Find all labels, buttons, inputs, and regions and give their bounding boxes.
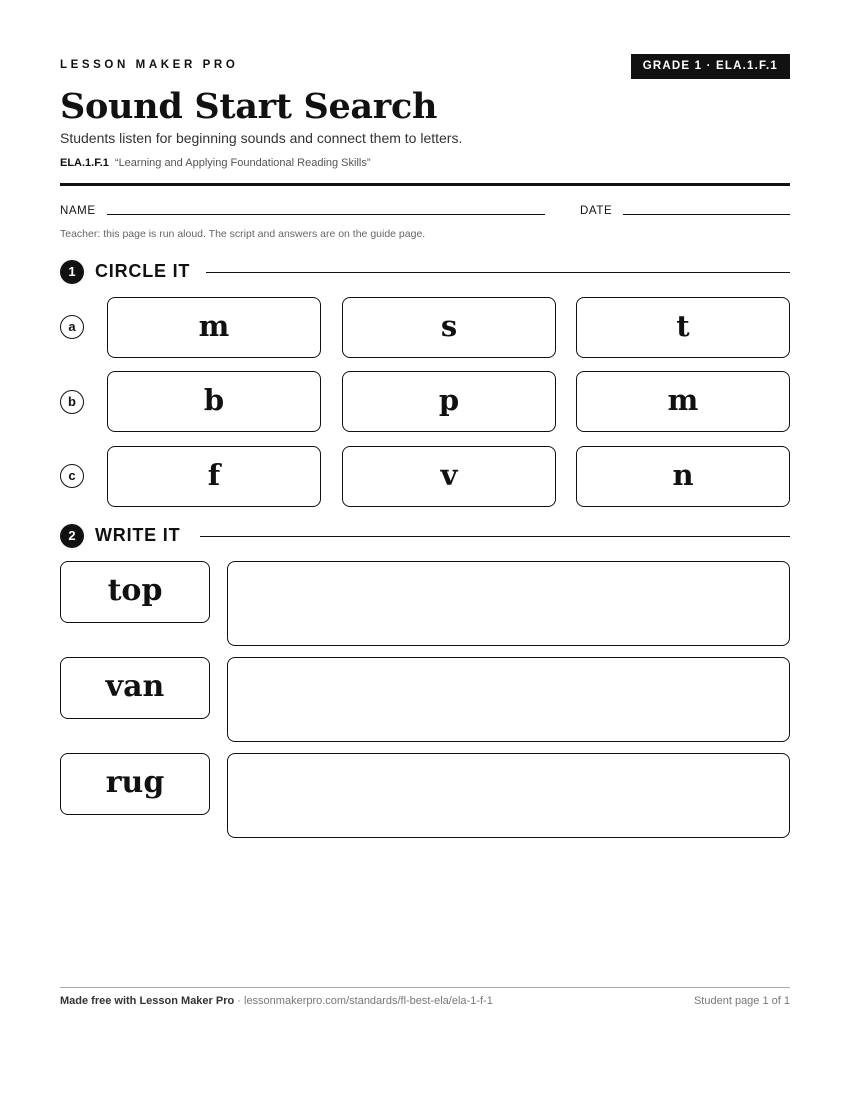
date-label: DATE xyxy=(580,205,613,217)
standard-text: “Learning and Applying Foundational Reading Skills” xyxy=(114,157,371,169)
footer-divider xyxy=(60,987,790,988)
write-answer-box[interactable] xyxy=(227,753,790,838)
footer-url[interactable]: · lessonmakerpro.com/standards/fl-best-ela/ela-1-f-1 xyxy=(234,995,493,1007)
letter-choice[interactable]: s xyxy=(342,297,556,358)
letter-choice[interactable]: b xyxy=(107,371,321,432)
word-card: rug xyxy=(60,753,210,815)
letter-choice[interactable]: n xyxy=(576,446,790,507)
section-rule xyxy=(200,536,790,537)
brand-name: LESSON MAKER PRO xyxy=(60,59,239,71)
section-number: 2 xyxy=(60,524,84,548)
row-label-c: c xyxy=(60,464,84,488)
letter-choice[interactable]: m xyxy=(576,371,790,432)
date-write-line[interactable] xyxy=(623,214,790,215)
row-label-a: a xyxy=(60,315,84,339)
letter-choice[interactable]: p xyxy=(342,371,556,432)
header-divider xyxy=(60,183,790,186)
standard-line xyxy=(60,157,371,169)
word-card: top xyxy=(60,561,210,623)
write-answer-box[interactable] xyxy=(227,561,790,646)
write-answer-box[interactable] xyxy=(227,657,790,742)
teacher-note: Teacher: this page is run aloud. The script and answers are on the guide page. xyxy=(60,228,426,240)
name-write-line[interactable] xyxy=(107,214,545,215)
section-rule xyxy=(206,272,790,273)
section-title: CIRCLE IT xyxy=(95,261,191,281)
page-title: Sound Start Search xyxy=(60,86,438,127)
name-label: NAME xyxy=(60,205,96,217)
standard-code: ELA.1.F.1 xyxy=(60,157,109,169)
footer-credit xyxy=(60,995,493,1007)
grade-badge: GRADE 1 · ELA.1.F.1 xyxy=(631,54,790,79)
word-card: van xyxy=(60,657,210,719)
footer-made-with: Made free with Lesson Maker Pro xyxy=(60,995,235,1007)
letter-choice[interactable]: f xyxy=(107,446,321,507)
page-subtitle: Students listen for beginning sounds and connect them to letters. xyxy=(60,130,463,146)
worksheet-page xyxy=(60,0,790,1100)
section-write-it xyxy=(60,524,790,548)
letter-choice[interactable]: t xyxy=(576,297,790,358)
letter-choice[interactable]: m xyxy=(107,297,321,358)
section-circle-it xyxy=(60,260,790,284)
section-number: 1 xyxy=(60,260,84,284)
footer-page-number: Student page 1 of 1 xyxy=(693,995,790,1007)
letter-choice[interactable]: v xyxy=(342,446,556,507)
section-title: WRITE IT xyxy=(95,525,181,545)
row-label-b: b xyxy=(60,390,84,414)
